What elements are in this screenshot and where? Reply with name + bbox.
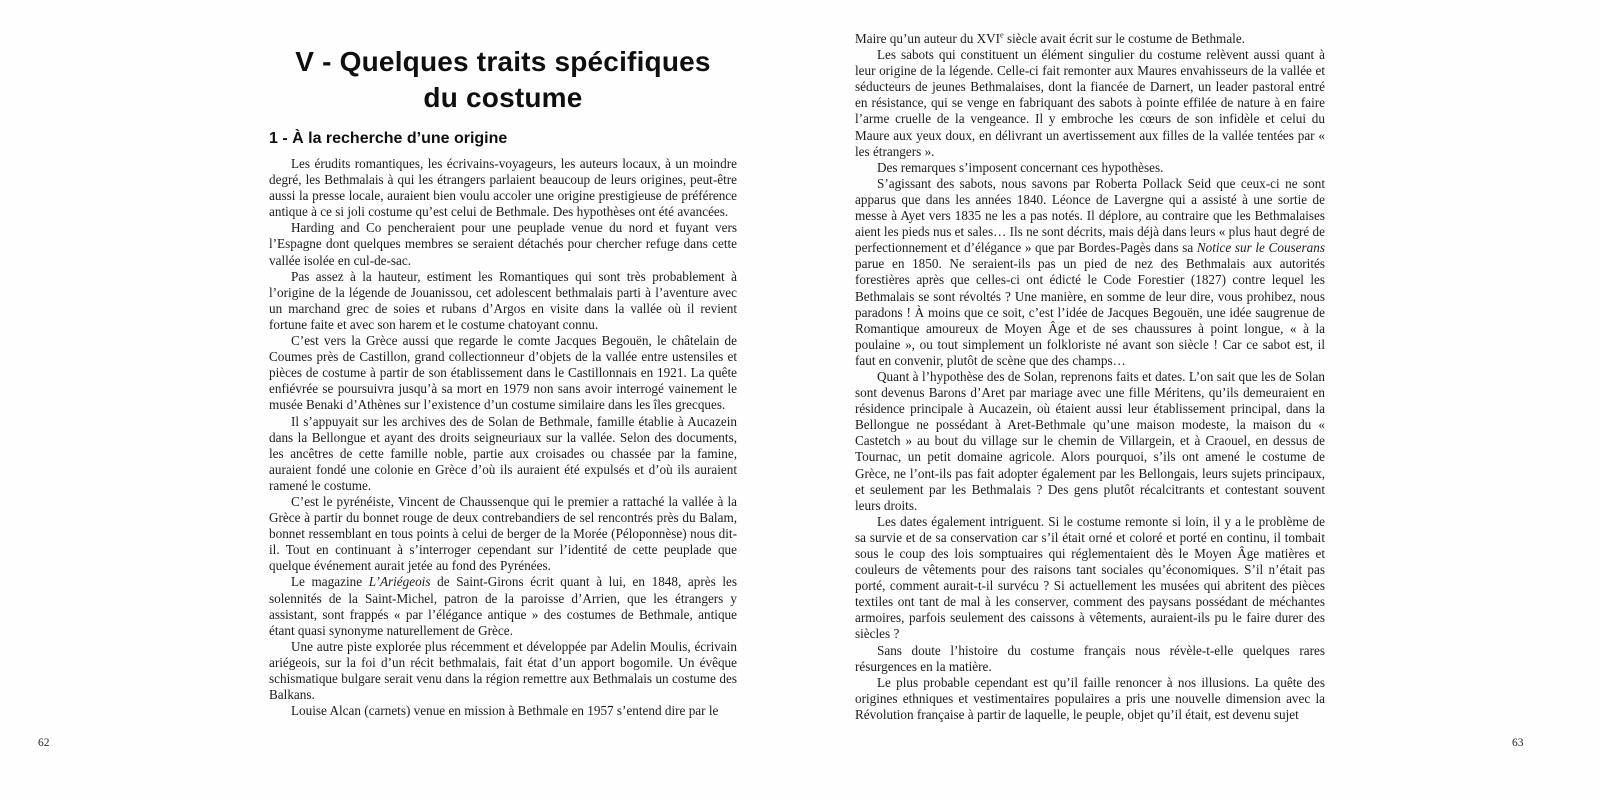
page-right-body (855, 31, 1325, 723)
paragraph: Louise Alcan (carnets) venue en mission à Bethmale en 1957 s’entend dire par le (291, 703, 719, 719)
paragraph: C’est vers la Grèce aussi que regarde le comte Jacques Begouën, le châtelain de Coumes près de Castillon, grand collectionneur d’objets de la vallée entre ustensiles et pièces de costume à partir de son établissement dans le Castillonnais en 1921. La quête enfiévrée se poursuivra jusqu’à sa mort en 1979 non sans avoir interrogé vainement le musée Benaki d’Athènes sur l’existence d’un costume similaire dans les îles grecques. (269, 333, 737, 413)
paragraph: Il s’appuyait sur les archives des de Solan de Bethmale, famille établie à Aucazein dans la Bellongue et ayant des droits seigneuriaux sur la vallée. Selon des documents, les ancêtres de cette famille noble, partie aux croisades ou chassée par la famine, auraient fondé une colonie en Grèce d’où ils auraient été expulsés et d’où ils auraient ramené le costume. (269, 413, 737, 493)
paragraph: Le plus probable cependant est qu’il faille renoncer à nos illusions. La quête des origines ethniques et vestimentaires populaires a pris une nouvelle dimension avec la Révolution française à partir de laquelle, le peuple, objet qu’il était, est devenu sujet (855, 674, 1325, 722)
paragraph: C’est le pyrénéiste, Vincent de Chaussenque qui le premier a rattaché la vallée à la Grèce à partir du bonnet rouge de deux contrebandiers de sel rencontrés près du Balam, bonnet ressemblant en tous points à celui de berger de la Morée (Péloponnèse) nous dit-il. Tout en continuant à s’interroger cependant sur l’identité de cette peuplade que quelque événement aurait jetée au fond des Pyrénées. (269, 493, 737, 574)
paragraph: Pas assez à la hauteur, estiment les Romantiques qui sont très probablement à l’origine de la légende de Jouanissou, cet adolescent bethmalais parti à l’aventure avec un marchand grec de soies et rubans d’Argos en visite dans la vallée où il revient fortune faite et avec son harem et le costume chatoyant connu. (269, 268, 737, 332)
chapter-title (269, 44, 737, 116)
paragraph: Une autre piste explorée plus récemment et développée par Adelin Moulis, écrivain ariégeois, sur la foi d’un récit bethmalais, fait état d’un apport bogomile. Un évêque schismatique bulgare serait venu dans la région remettre aux Bethmalais un costume des Balkans. (269, 638, 737, 703)
paragraph: S’agissant des sabots, nous savons par Roberta Pollack Seid que ceux-ci ne sont apparus que dans les années 1840. Léonce de Lavergne qui a assisté à une sortie de messe à Ayet vers 1835 ne les a pas notés. Il déplore, au contraire que les Bethmalaises aient les pieds nus et sales… Ils ne sont décrits, mais déjà dans leurs « plus haut degré de perfectionnement et d’élégance » que par Bordes-Pagès dans sa Notice sur le Couserans parue en 1850. Ne seraient-ils pas un pied de nez des Bethmalais aux autorités forestières après que celles-ci ont édicté le Code Forestier (1827) contre lequel les Bethmalais se sont révoltés ? Une manière, en somme de leur dire, vous prohibez, nous paradons ! À moins que ce soit, c’est l’idée de Jacques Begouën, une idée saugrenue de Romantique amoureux de Moyen Âge et de ses chaussures à point longue, « à la poulaine », ou tout simplement un folkloriste né avant son siècle ! Car ce sabot est, il faut en convenir, plutôt de scène que des champs… (855, 175, 1325, 368)
section-heading: 1 - À la recherche d’une origine (269, 130, 508, 147)
paragraph: Quant à l’hypothèse des de Solan, reprenons faits et dates. L’on sait que les de Solan sont devenus Barons d’Aret par mariage avec une fille Méritens, qu’ils demeuraient en résidence principale à Aucazein, où étaient aussi leur établissement principal, dans la Bellongue ne possédant à Aret-Bethmale qu’une maison modeste, la maison du « Castetch » au bout du village sur le chemin de Villargein, et à Craouel, en dessus de Tournac, un petit domaine agricole. Alors pourquoi, s’ils ont amené le costume de Grèce, ne l’ont-ils pas fait adopter également par les Bellongais, leurs sujets principaux, et seulement par les Bethmalais ? Des gens plutôt récalcitrants et contestant souvent leurs droits. (855, 368, 1325, 513)
paragraph: Sans doute l’histoire du costume français nous révèle-t-elle quelques rares résurgences en la matière. (855, 642, 1325, 674)
page-number-left: 62 (38, 737, 50, 749)
page-left-body (269, 156, 737, 719)
chapter-title-line2: du costume (423, 82, 583, 113)
paragraph: Maire qu’un auteur du XVIe siècle avait écrit sur le costume de Bethmale. (855, 30, 1245, 46)
paragraph: Les érudits romantiques, les écrivains-voyageurs, les auteurs locaux, à un moindre degré, les Bethmalais à qui les étrangers parlaient beaucoup de leurs origines, peut-être aussi la presse locale, auraient bien voulu accoler une origine prestigieuse de préférence antique à ce si joli costume qu’est celui de Bethmale. Des hypothèses ont été avancées. (269, 156, 737, 220)
paragraph: Les dates également intriguent. Si le costume remonte si loin, il y a le problème de sa survie et de sa conservation car s’il était orné et coloré et porté en continu, il tombait sous le coup des lois somptuaires qui réglementaient dès le Moyen Âge matières et couleurs de vêtements pour des raisons tant sociales qu’économiques. S’il n’était pas porté, comment aurait-t-il survécu ? Si actuellement les musées qui abritent des pièces textiles ont tant de mal à les conserver, comment des paysans possédant de méchantes armoires, parfois seulement des caissons à vêtements, auraient-ils pu le faire durer des siècles ? (855, 513, 1325, 642)
page-right (855, 31, 1325, 723)
page-left (269, 44, 737, 719)
chapter-title-line1: V - Quelques traits spécifiques (295, 46, 711, 77)
paragraph: Harding and Co pencheraient pour une peuplade venue du nord et fuyant vers l’Espagne dont quelques membres se seraient détachés pour chercher refuge dans cette vallée isolée en cul-de-sac. (269, 220, 737, 268)
page-number-right: 63 (1512, 737, 1524, 749)
paragraph: Les sabots qui constituent un élément singulier du costume relèvent aussi quant à leur origine de la légende. Celle-ci fait remonter aux Maures envahisseurs de la vallée et séducteurs de jeunes Bethmalaises, dont la fiancée de Darnert, un leader pastoral entré en résistance, qui se venge en fabriquant des sabots à pointe effilée de nature à en faire l’arme cruelle de la vengeance. Il y embroche les cœurs de son infidèle et celui du Maure aux yeux doux, en délivrant un avertissement aux filles de la vallée tentées par « les étrangers ». (855, 47, 1325, 159)
paragraph: Le magazine L’Ariégeois de Saint-Girons écrit quant à lui, en 1848, après les solennités de la Saint-Michel, patron de la paroisse d’Arrien, que les étrangers y assistant, sont frappés « par l’élégance antique » des costumes de Bethmale, antique étant quasi synonyme naturellement de Grèce. (269, 574, 738, 638)
paragraph: Des remarques s’imposent concernant ces hypothèses. (877, 159, 1164, 175)
